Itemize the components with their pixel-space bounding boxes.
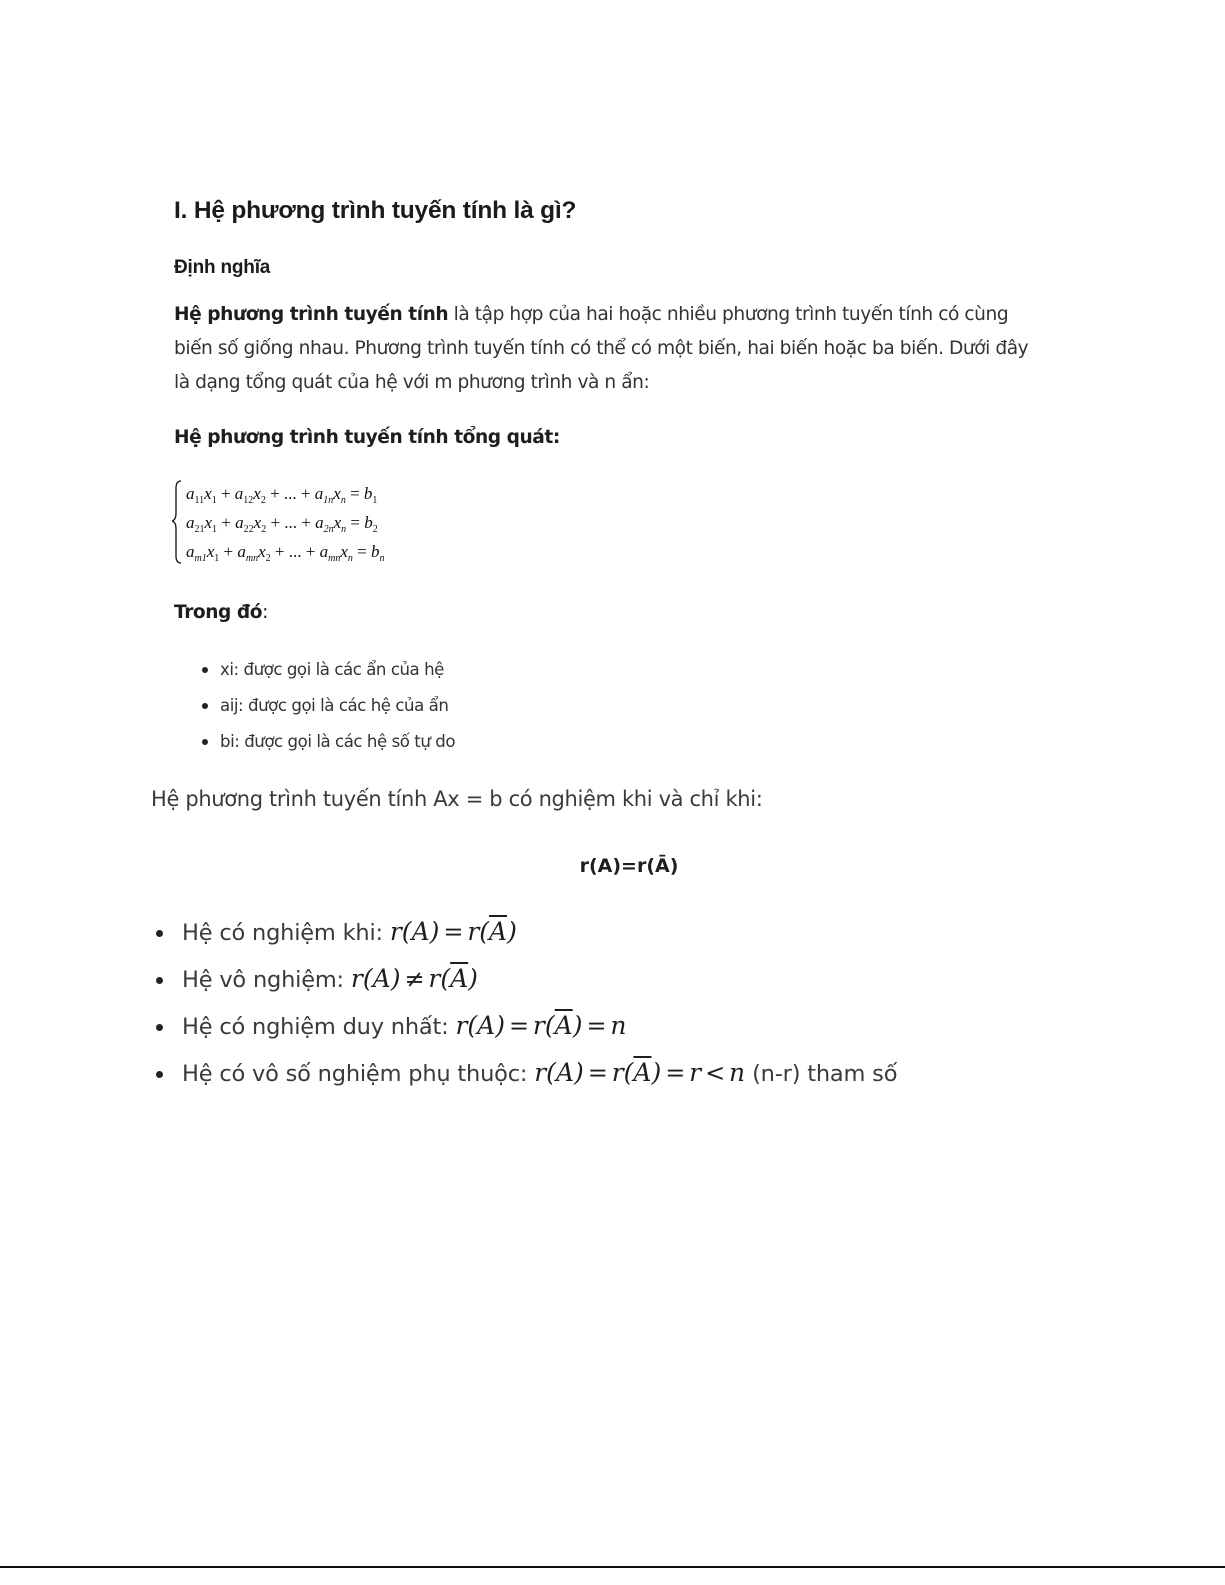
equation-row-1 (186, 484, 377, 506)
case-has-solution: Hệ có nghiệm khi: $r(A) = r(\overline{A})$ (154, 910, 897, 957)
rank-formula: r(A)=r(Ā) (579, 855, 679, 877)
list-item: bi: được gọi là các hệ số tự do (200, 728, 455, 764)
equation-row-2 (186, 513, 378, 535)
system-brace (172, 481, 181, 563)
svg-text:a21x1 + a22x2 + ... + a2nxn =: $a_{21}x_1 + a_{22}x_2$ + ... + $a_{2n}x_n = b_2$ (186, 513, 378, 535)
variable-definitions-list (200, 656, 455, 764)
intro-paragraph (174, 298, 1034, 400)
case-label: Hệ có vô số nghiệm phụ thuộc: (182, 1061, 535, 1087)
where-label (174, 602, 268, 623)
definition-heading: Định nghĩa (174, 257, 271, 278)
case-suffix: (n-r) tham số (745, 1061, 898, 1087)
list-item: aij: được gọi là các hệ của ẩn (200, 692, 455, 728)
case-unique-solution: Hệ có nghiệm duy nhất: $r(A) = r(\overline{A}) = n$ (154, 1004, 897, 1051)
equation-row-3 (186, 542, 384, 564)
where-label-colon: : (262, 602, 268, 623)
case-label: Hệ vô nghiệm: (182, 967, 351, 993)
general-form-label: Hệ phương trình tuyến tính tổng quát: (174, 427, 560, 448)
case-no-solution: Hệ vô nghiệm: $r(A) \ne r(\overline{A})$ (154, 957, 897, 1004)
case-infinite-solutions: Hệ có vô số nghiệm phụ thuộc: $r(A) = r(\overline{A}) = r < n$ (n-r) tham số (154, 1051, 897, 1098)
list-item: xi: được gọi là các ẩn của hệ (200, 656, 455, 692)
intro-text: là tập hợp của hai hoặc nhiều phương trình tuyến tính có cùng biến số giống nhau. Phương trình tuyến tính có thể có một biến, hai biến hoặc ba biến. Dưới đây là dạng tổng quát của hệ với m phương trình và n ẩn: (174, 304, 1029, 393)
case-label: Hệ có nghiệm duy nhất: (182, 1014, 456, 1040)
case-label: Hệ có nghiệm khi: (182, 920, 390, 946)
where-label-text: Trong đó (174, 602, 263, 623)
svg-text:a11x1 + a12x2 + ... + a1nxn =: $a_{11}x_1 + a_{12}x_2$ + ... + $a_{1n}x_n = b_1$ (186, 484, 378, 506)
solution-cases-list (154, 910, 897, 1098)
page-bottom-rule (0, 1566, 1225, 1568)
equation-system-image (172, 476, 422, 568)
svg-text:am1x1 + amnx2 + ... + amnxn =: $a_{m1}x_1 + a_{mn}x_2$ + ... + $a_{mn}x_n = b_n$ (186, 542, 385, 564)
intro-term: Hệ phương trình tuyến tính (174, 304, 449, 325)
solvability-condition: Hệ phương trình tuyến tính Ax = b có nghiệm khi và chỉ khi: (151, 787, 763, 811)
page-title: I. Hệ phương trình tuyến tính là gì? (174, 197, 577, 224)
